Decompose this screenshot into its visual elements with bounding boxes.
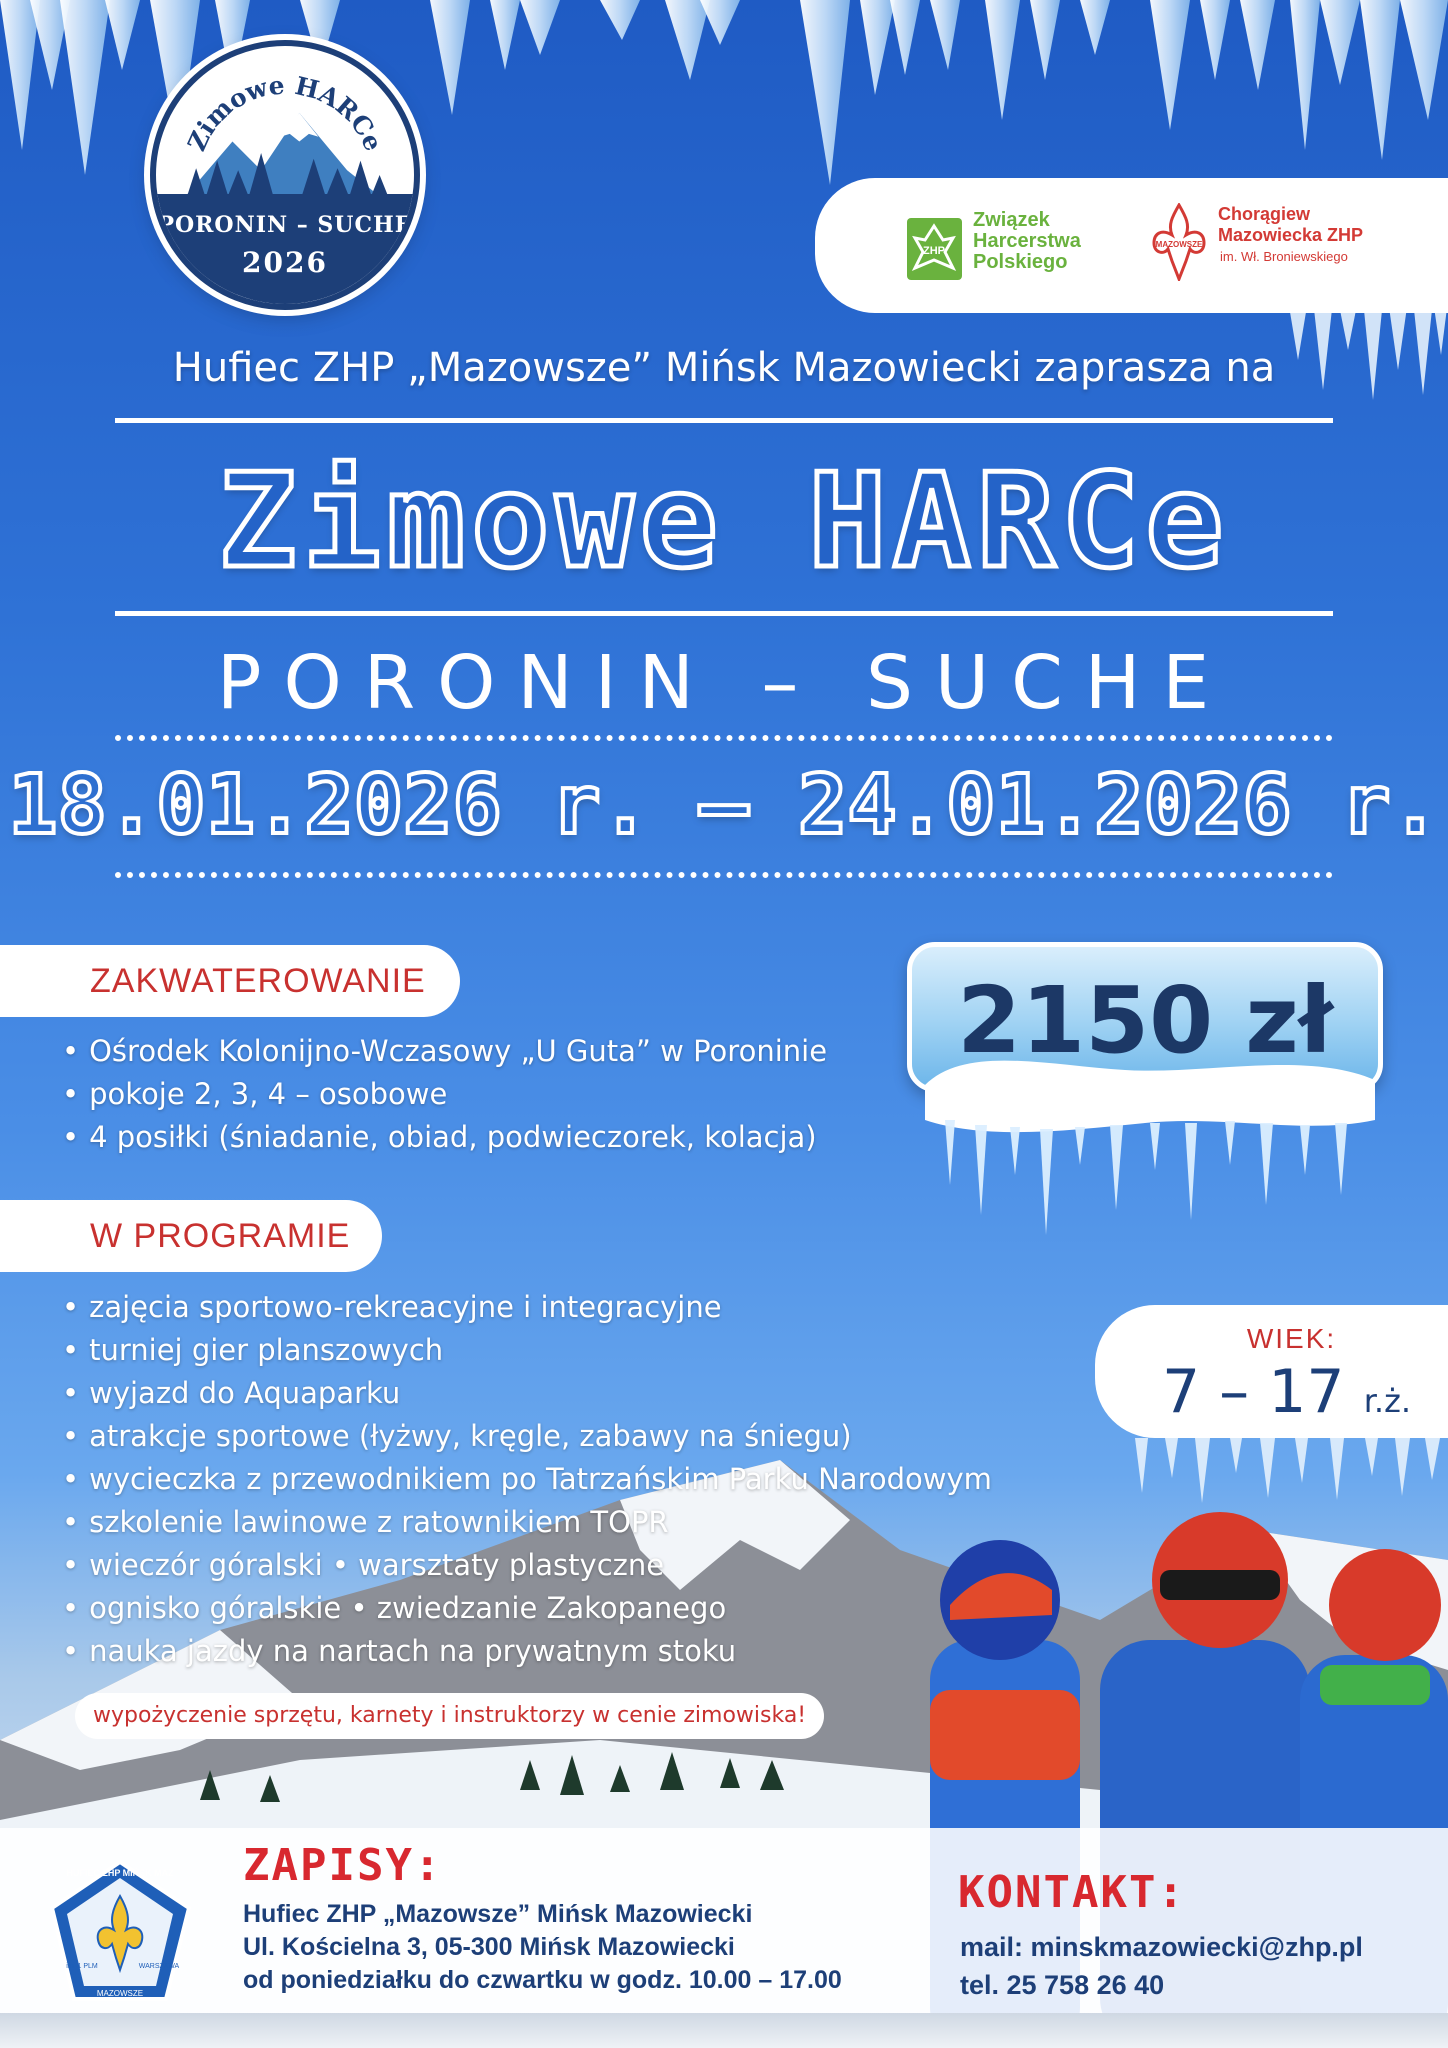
list-item: • pokoje 2, 3, 4 – osobowe <box>62 1073 827 1116</box>
badge-year: 2026 <box>242 246 328 279</box>
accommodation-list <box>62 1030 827 1159</box>
svg-text:im. 1 PLM: im. 1 PLM <box>66 1963 98 1970</box>
event-location: PORONIN – SUCHE <box>216 640 1232 726</box>
svg-text:MAZOWSZE: MAZOWSZE <box>1155 240 1203 249</box>
registration-address: Ul. Kościelna 3, 05-300 Mińsk Mazowiecki <box>243 1933 735 1961</box>
program-heading: W PROGRAMIE <box>0 1200 382 1272</box>
invite-line: Hufiec ZHP „Mazowsze” Mińsk Mazowiecki zaprasza na <box>172 345 1276 391</box>
badge-place: PORONIN – SUCHE <box>157 212 413 238</box>
price-value: 2150 zł <box>957 967 1333 1074</box>
list-item: • Ośrodek Kolonijno-Wczasowy „U Guta” w Poroninie <box>62 1030 827 1073</box>
list-item: • ognisko góralskie • zwiedzanie Zakopanego <box>62 1587 992 1630</box>
list-item: • wieczór góralski • warsztaty plastyczne <box>62 1544 992 1587</box>
zhp-name: Związek Harcerstwa Polskiego <box>973 209 1081 273</box>
divider-line <box>115 418 1333 423</box>
program-list <box>62 1286 992 1673</box>
list-item: • zajęcia sportowo-rekreacyjne i integracyjne <box>62 1286 992 1329</box>
mazowiecka-name: Chorągiew Mazowiecka ZHP im. Wł. Broniewskiego <box>1218 204 1364 264</box>
page-title: Zimowe HARCe <box>218 445 1230 597</box>
registration-name: Hufiec ZHP „Mazowsze” Mińsk Mazowiecki <box>243 1900 753 1928</box>
dotted-divider <box>115 872 1333 878</box>
event-badge <box>150 40 420 310</box>
age-value: 7 – 17 r.ż. <box>1161 1357 1412 1427</box>
included-note: wypożyczenie sprzętu, karnety i instruktorzy w cenie zimowiska! <box>75 1693 824 1739</box>
svg-text:HUFIEC ZHP MIŃSK MAZ: HUFIEC ZHP MIŃSK MAZ <box>66 1868 174 1878</box>
divider-line <box>115 611 1333 616</box>
svg-text:MAZOWSZE: MAZOWSZE <box>96 1989 144 1998</box>
contact-details <box>960 1928 1363 2004</box>
contact-phone[interactable]: tel. 25 758 26 40 <box>960 1970 1165 2000</box>
bottom-snow-strip <box>0 2013 1448 2048</box>
registration-heading: ZAPISY: <box>243 1840 443 1891</box>
list-item: • atrakcje sportowe (łyżwy, kręgle, zabawy na śniegu) <box>62 1415 992 1458</box>
contact-heading: KONTAKT: <box>958 1867 1186 1918</box>
list-item: • wycieczka z przewodnikiem po Tatrzańskim Parku Narodowym <box>62 1458 992 1501</box>
svg-text:WARSZAWA: WARSZAWA <box>138 1963 180 1970</box>
snow-icicles-decoration <box>925 1045 1375 1240</box>
partner-logos <box>815 178 1448 313</box>
zhp-logo-icon <box>907 218 962 280</box>
hufiec-badge-icon <box>48 1858 193 2003</box>
age-label: WIEK: <box>1246 1323 1337 1354</box>
dotted-divider <box>115 735 1333 741</box>
contact-email[interactable]: mail: minskmazowiecki@zhp.pl <box>960 1932 1363 1962</box>
svg-text:ZHP: ZHP <box>923 245 945 257</box>
list-item: • nauka jazdy na nartach na prywatnym stoku <box>62 1630 992 1673</box>
age-box <box>1095 1305 1448 1438</box>
badge-arc-text: Zimowe HARCe <box>181 70 389 156</box>
mazowiecka-lily-icon <box>1150 203 1208 281</box>
list-item: • turniej gier planszowych <box>62 1329 992 1372</box>
list-item: • 4 posiłki (śniadanie, obiad, podwieczorek, kolacja) <box>62 1116 827 1159</box>
registration-hours: od poniedziałku do czwartku w godz. 10.00 – 17.00 <box>243 1966 842 1994</box>
list-item: • szkolenie lawinowe z ratownikiem TOPR <box>62 1501 992 1544</box>
accommodation-heading: ZAKWATEROWANIE <box>0 945 460 1017</box>
event-dates: 18.01.2026 r. – 24.01.2026 r. <box>8 758 1440 853</box>
list-item: • wyjazd do Aquaparku <box>62 1372 992 1415</box>
registration-details <box>243 1898 842 1997</box>
